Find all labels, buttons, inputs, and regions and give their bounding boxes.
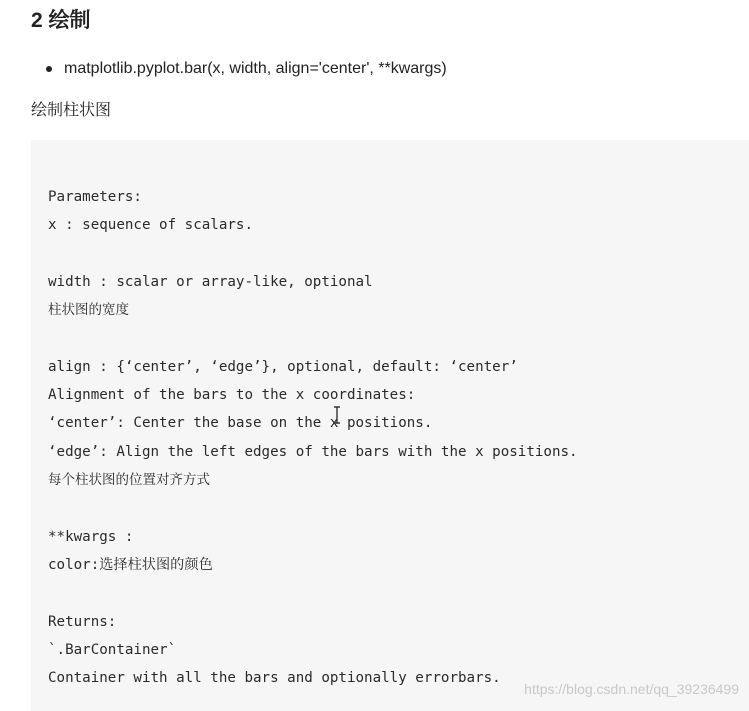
- function-signature-list: [31, 58, 447, 80]
- code-block: [31, 140, 749, 711]
- code-line-color: color:选择柱状图的颜色: [48, 557, 213, 573]
- function-signature-text: matplotlib.pyplot.bar(x, width, align='center', **kwargs): [64, 60, 447, 77]
- code-line-width: width : scalar or array-like, optional: [48, 274, 373, 290]
- code-line-container-desc: Container with all the bars and optionally errorbars.: [48, 670, 501, 686]
- intro-text: 绘制柱状图: [31, 102, 112, 119]
- code-line-align-desc: 每个柱状图的位置对齐方式: [48, 472, 210, 488]
- text-cursor-icon: [333, 406, 341, 424]
- code-line-returns: Returns:: [48, 614, 117, 630]
- bullet-icon: [46, 66, 52, 72]
- function-signature-item: [31, 58, 447, 80]
- code-line-alignment: Alignment of the bars to the x coordinates:: [48, 387, 416, 403]
- code-line-center: ‘center’: Center the base on the x positions.: [48, 415, 433, 431]
- code-line-width-desc: 柱状图的宽度: [48, 302, 129, 318]
- code-line-parameters: Parameters:: [48, 189, 142, 205]
- watermark: https://blog.csdn.net/qq_39236499: [524, 681, 739, 697]
- section-heading: 2 绘制: [31, 9, 91, 32]
- code-line-align: align : {‘center’, ‘edge’}, optional, default: ‘center’: [48, 359, 518, 375]
- code-line-x: x : sequence of scalars.: [48, 217, 253, 233]
- code-line-kwargs: **kwargs :: [48, 529, 134, 545]
- code-line-edge: ‘edge’: Align the left edges of the bars with the x positions.: [48, 444, 578, 460]
- code-line-barcontainer: `.BarContainer`: [48, 642, 177, 658]
